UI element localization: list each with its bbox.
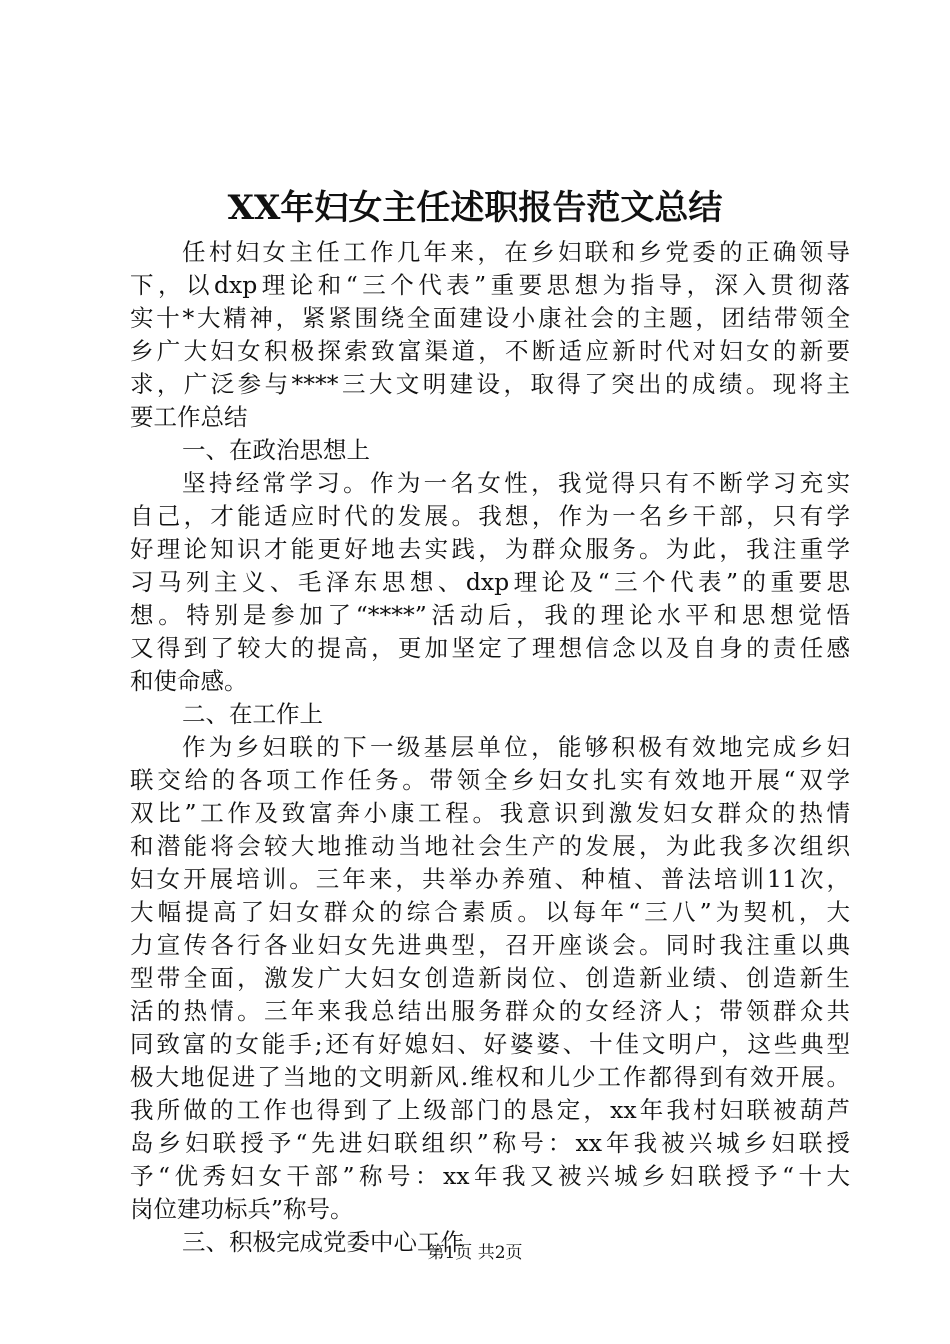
body-text-line: 乡广大妇女积极探索致富渠道，不断适应新时代对妇女的新要 [130,337,850,365]
body-text-line: 双比”工作及致富奔小康工程。我意识到激发妇女群众的热情 [130,799,850,827]
body-text-line: 和潜能将会较大地推动当地社会生产的发展，为此我多次组织 [130,832,850,860]
body-text-line: 岛乡妇联授予“先进妇联组织”称号：xx年我被兴城乡妇联授 [130,1129,850,1157]
body-text-line: 想。特别是参加了“****”活动后，我的理论水平和思想觉悟 [130,601,850,629]
body-text-line: 实十*大精神，紧紧围绕全面建设小康社会的主题，团结带领全 [130,304,850,332]
body-text-line: 任村妇女主任工作几年来，在乡妇联和乡党委的正确领导 [182,238,850,266]
body-text-line: 岗位建功标兵”称号。 [130,1195,354,1223]
body-text-line: 妇女开展培训。三年来，共举办养殖、种植、普法培训11次， [130,865,850,893]
body-text-line: 活的热情。三年来我总结出服务群众的女经济人；带领群众共 [130,997,850,1025]
page-footer: 第1页 共2页 [427,1243,523,1263]
body-text-line: 一、在政治思想上 [182,436,370,464]
document-body [130,236,850,1259]
body-text-line: 我所做的工作也得到了上级部门的恳定，xx年我村妇联被葫芦 [130,1096,850,1124]
body-text-line: 习马列主义、毛泽东思想、dxp理论及“三个代表”的重要思 [130,568,850,596]
body-text-line: 和使命感。 [130,667,248,695]
body-text-line: 要工作总结 [130,403,248,431]
body-text-line: 二、在工作上 [182,700,323,728]
body-text-line: 又得到了较大的提高，更加坚定了理想信念以及自身的责任感 [130,634,850,662]
body-text-line: 下，以dxp理论和“三个代表”重要思想为指导，深入贯彻落 [130,271,850,299]
body-text-line: 坚持经常学习。作为一名女性，我觉得只有不断学习充实 [182,469,850,497]
body-text-line: 求，广泛参与****三大文明建设，取得了突出的成绩。现将主 [130,370,850,398]
body-text-line: 大幅提高了妇女群众的综合素质。以每年“三八”为契机，大 [130,898,850,926]
body-text-line: 自己，才能适应时代的发展。我想，作为一名乡干部，只有学 [130,502,850,530]
body-text-line: 予“优秀妇女干部”称号：xx年我又被兴城乡妇联授予“十大 [130,1162,850,1190]
body-text-line: 好理论知识才能更好地去实践，为群众服务。为此，我注重学 [130,535,850,563]
body-text-line: 力宣传各行各业妇女先进典型，召开座谈会。同时我注重以典 [130,931,850,959]
body-text-line: 三、积极完成党委中心工作 [182,1228,464,1256]
body-text-line: 作为乡妇联的下一级基层单位，能够积极有效地完成乡妇 [182,733,850,761]
body-text-line: 同致富的女能手;还有好媳妇、好婆婆、十佳文明户，这些典型 [130,1030,850,1058]
body-text-line: 极大地促进了当地的文明新风.维权和儿少工作都得到有效开展。 [130,1063,850,1091]
body-text-line: 联交给的各项工作任务。带领全乡妇女扎实有效地开展“双学 [130,766,850,794]
document-title: XX年妇女主任述职报告范文总结 [227,188,723,228]
body-text-line: 型带全面，激发广大妇女创造新岗位、创造新业绩、创造新生 [130,964,850,992]
